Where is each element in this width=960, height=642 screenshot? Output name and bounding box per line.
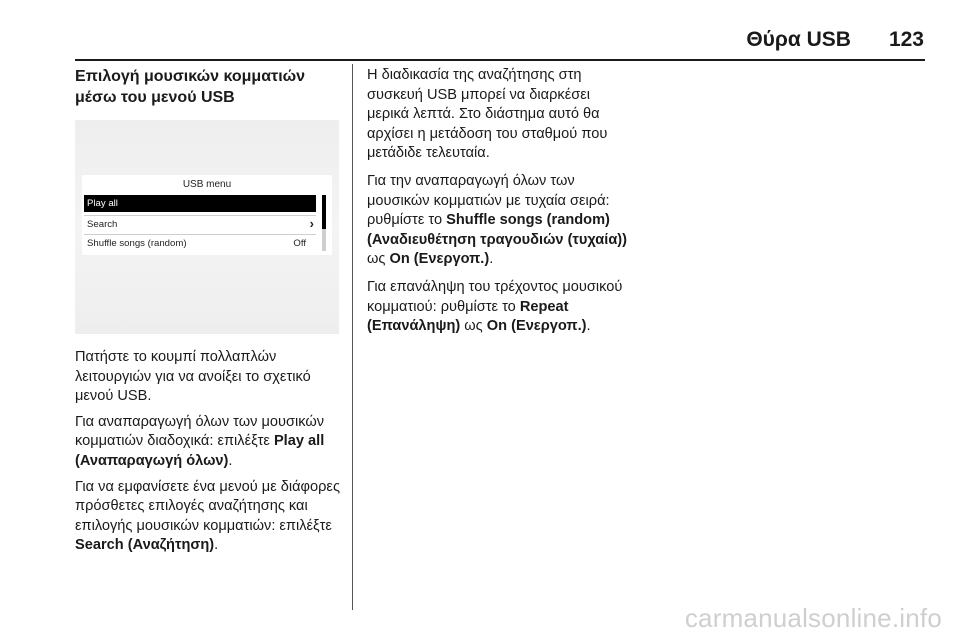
paragraph-shuffle <box>367 172 635 270</box>
paragraph-search-duration: Η διαδικασία της αναζήτησης στη συσκευή USB μπορεί να διαρκέσει μερικά λεπτά. Στο διάστημα αυτό θα αρχίσει η μετάδοση του σταθμού που μετάδιδε τελευταία. <box>367 67 608 162</box>
paragraph-search <box>75 478 341 556</box>
paragraph-text: Για επανάληψη του τρέχοντος μουσικού κομματιού: ρυθμίστε το <box>367 278 623 315</box>
screen-title: USB menu <box>182 179 232 190</box>
usb-menu-screen <box>82 175 332 255</box>
menu-item-label: Search <box>87 219 118 230</box>
menu-term-shuffle: Shuffle songs (random) (Αναδιευθέτηση τραγουδιών (τυχαία)) <box>367 212 628 248</box>
menu-item-label: Play all <box>87 198 118 209</box>
menu-term-repeat: Repeat (Επανάληψη) <box>367 298 569 335</box>
menu-item-value: Off <box>293 238 306 249</box>
paragraph-end: . <box>214 537 219 554</box>
paragraph-open-menu: Πατήστε το κουμπί πολλαπλών λειτουργιών για να ανοίξει το σχετικό μενού USB. <box>75 349 311 405</box>
page-header <box>746 28 924 52</box>
paragraph-text: Για να εμφανίσετε ένα μενού με διάφορες πρόσθετες επιλογές αναζήτησης και επιλογής μουσικών κομματιών: επιλέξτε <box>75 478 340 534</box>
paragraph-repeat <box>367 278 635 337</box>
paragraph-end: . <box>228 452 233 469</box>
header-rule <box>75 59 925 61</box>
menu-item-label: Shuffle songs (random) <box>87 238 187 249</box>
paragraph-text: ως <box>460 318 487 335</box>
paragraph-end: . <box>489 251 494 268</box>
screen-scrollbar-thumb <box>322 195 326 229</box>
paragraph-text: Για την αναπαραγωγή όλων των μουσικών κομματιών με τυχαία σειρά: ρυθμίστε το <box>367 172 610 229</box>
menu-item-play-all <box>84 195 316 212</box>
menu-term-on: On (Ενεργοπ.) <box>486 318 587 335</box>
section-heading <box>75 66 341 108</box>
page-number: 123 <box>888 28 924 51</box>
usb-menu-illustration <box>75 120 339 334</box>
menu-item-search <box>84 215 316 232</box>
menu-term-play-all: Play all (Αναπαραγωγή όλων) <box>75 433 325 469</box>
menu-term-on: On (Ενεργοπ.) <box>389 251 490 268</box>
paragraph-play-all <box>75 413 341 472</box>
right-column <box>367 66 635 345</box>
paragraph-text: ως <box>367 251 390 268</box>
chevron-right-icon: › <box>309 216 314 231</box>
heading-line-2: μέσω του μενού USB <box>75 89 235 106</box>
heading-line-1: Επιλογή μουσικών κομματιών <box>75 68 306 85</box>
column-divider <box>352 64 353 610</box>
menu-term-search: Search (Αναζήτηση) <box>75 537 215 554</box>
paragraph-text: Για αναπαραγωγή όλων των μουσικών κομματιών διαδοχικά: επιλέξτε <box>75 413 325 450</box>
section-title: Θύρα USB <box>746 28 851 51</box>
left-column <box>75 66 341 562</box>
watermark: carmanualsonline.info <box>684 603 942 633</box>
menu-item-shuffle <box>84 234 316 251</box>
paragraph-end: . <box>586 318 591 335</box>
